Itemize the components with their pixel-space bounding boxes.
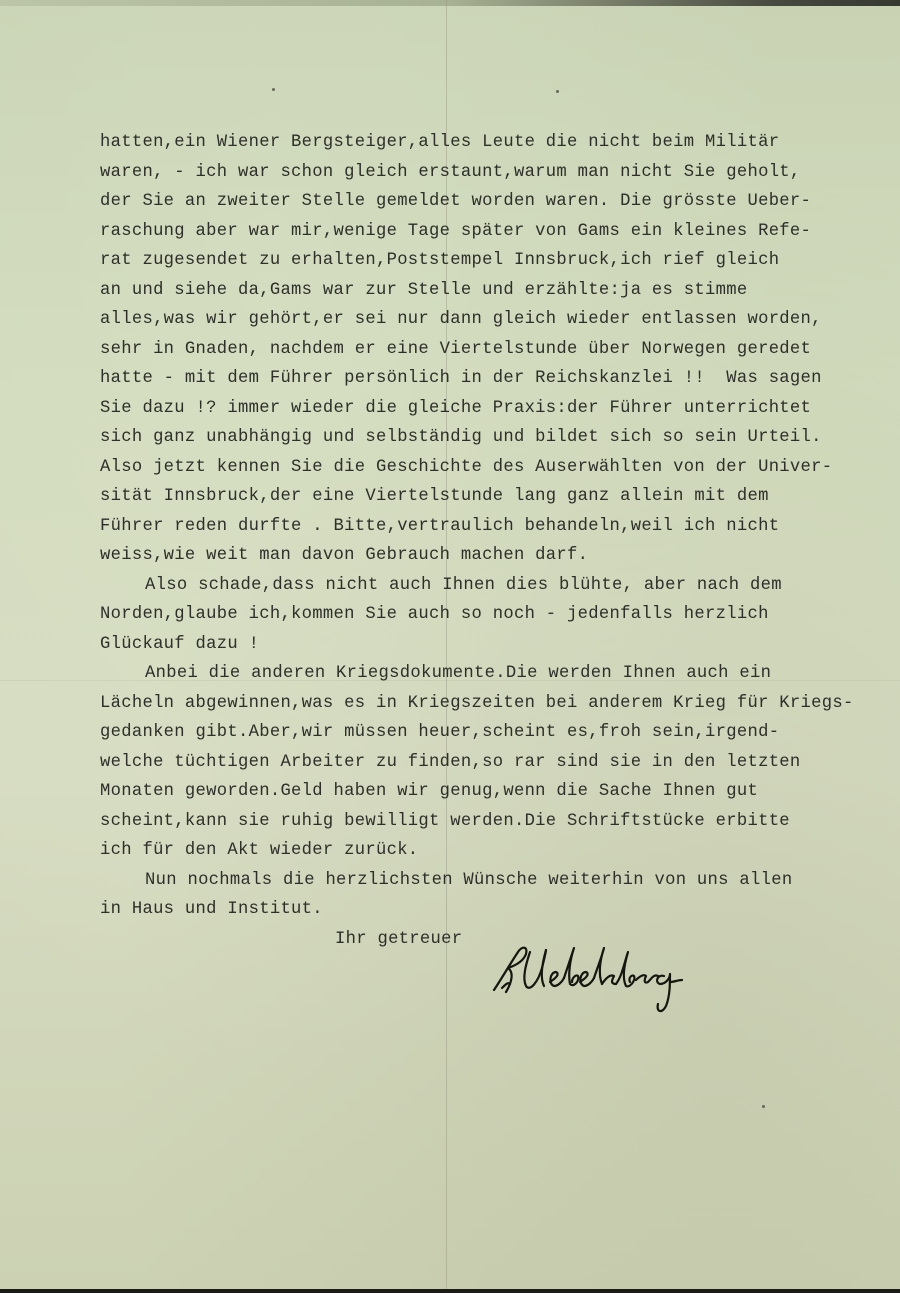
text-line: Führer reden durfte . Bitte,vertraulich behandeln,weil ich nicht (100, 516, 780, 536)
text-line: sich ganz unabhängig und selbständig und bildet sich so sein Urteil. (100, 428, 822, 447)
text-line: Also schade,dass nicht auch Ihnen dies blühte, aber nach dem (145, 575, 782, 595)
text-line: Also jetzt kennen Sie die Geschichte des Auserwählten von der Univer- (100, 457, 833, 477)
text-line: welche tüchtigen Arbeiter zu finden,so rar sind sie in den letzten (100, 752, 801, 772)
text-line: Monaten geworden.Geld haben wir genug,wenn die Sache Ihnen gut (100, 782, 759, 801)
text-line: Glückauf dazu ! (100, 634, 260, 654)
text-line: ich für den Akt wieder zurück. (100, 841, 419, 860)
text-line: Anbei die anderen Kriegsdokumente.Die werden Ihnen auch ein (145, 664, 772, 683)
text-line: hatten,ein Wiener Bergsteiger,alles Leute die nicht beim Militär (100, 133, 780, 152)
text-line: in Haus und Institut. (100, 900, 323, 919)
text-line: Lächeln abgewinnen,was es in Kriegszeiten bei anderem Krieg für Kriegs- (100, 693, 854, 713)
paper-speck (272, 88, 275, 91)
paper-speck (762, 1105, 765, 1108)
text-line: sehr in Gnaden, nachdem er eine Viertelstunde über Norwegen geredet (100, 339, 812, 359)
text-line: Sie dazu !? immer wieder die gleiche Praxis:der Führer unterrichtet (100, 398, 812, 418)
letter-body (100, 128, 860, 954)
text-line: rat zugesendet zu erhalten,Poststempel Innsbruck,ich rief gleich (100, 251, 780, 270)
text-line: alles,was wir gehört,er sei nur dann gleich wieder entlassen worden, (100, 310, 822, 329)
paper-speck (556, 90, 559, 93)
text-line: scheint,kann sie ruhig bewilligt werden.Die Schriftstücke erbitte (100, 811, 790, 831)
text-line: an und siehe da,Gams war zur Stelle und erzählte:ja es stimme (100, 280, 748, 300)
text-line: der Sie an zweiter Stelle gemeldet worden waren. Die grösste Ueber- (100, 192, 812, 211)
text-line: waren, - ich war schon gleich erstaunt,warum man nicht Sie geholt, (100, 162, 801, 182)
page-bottom-edge (0, 1289, 900, 1293)
text-line: hatte - mit dem Führer persönlich in der Reichskanzlei !! Was sagen (100, 369, 822, 388)
text-line: gedanken gibt.Aber,wir müssen heuer,scheint es,froh sein,irgend- (100, 723, 780, 742)
closing-salutation: Ihr getreuer (335, 929, 463, 949)
text-line: sität Innsbruck,der eine Viertelstunde lang ganz allein mit dem (100, 487, 769, 506)
page-top-edge (0, 0, 900, 6)
handwritten-signature (488, 938, 708, 1018)
text-line: Nun nochmals die herzlichsten Wünsche weiterhin von uns allen (145, 870, 793, 890)
paragraph-1 (100, 128, 860, 571)
text-line: raschung aber war mir,wenige Tage später von Gams ein kleines Refe- (100, 221, 812, 241)
text-line: Norden,glaube ich,kommen Sie auch so noch - jedenfalls herzlich (100, 605, 769, 624)
text-line: weiss,wie weit man davon Gebrauch machen darf. (100, 546, 589, 565)
paragraph-4 (100, 866, 860, 925)
paragraph-3 (100, 659, 860, 866)
signature-icon (488, 938, 708, 1018)
paragraph-2 (100, 571, 860, 660)
